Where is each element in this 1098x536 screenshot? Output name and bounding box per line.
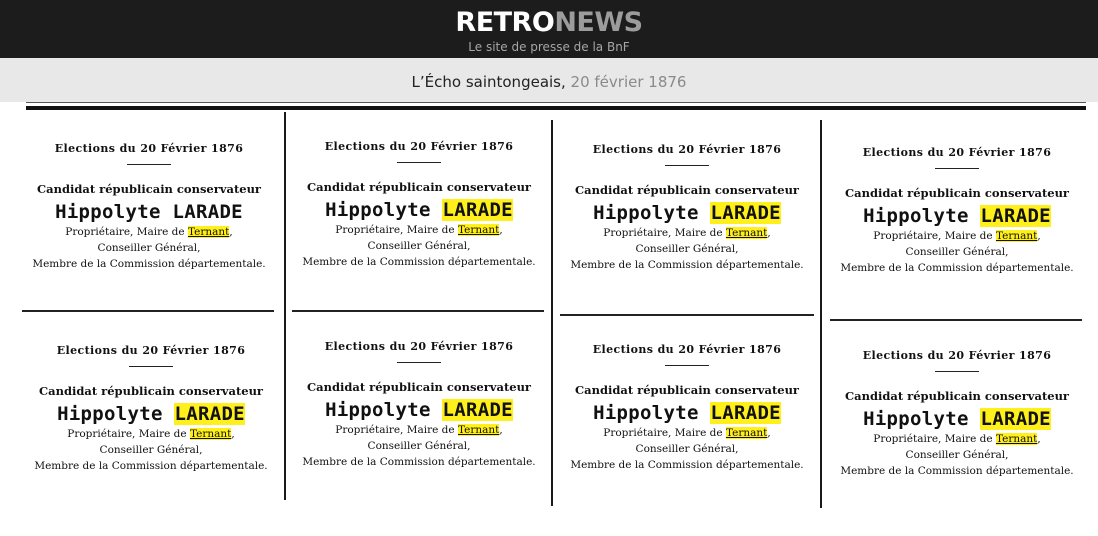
role-prefix: Propriétaire, Maire de — [873, 433, 993, 445]
ad-council: Conseiller Général, — [635, 443, 739, 455]
ad-commission: Membre de la Commission départementale. — [302, 456, 536, 468]
last-name: LARADE — [172, 201, 243, 223]
election-ad — [20, 344, 282, 474]
role-prefix: Propriétaire, Maire de — [335, 224, 455, 236]
ad-role — [826, 431, 1088, 447]
ad-candidate-label: Candidat républicain conservateur — [307, 180, 531, 194]
role-prefix: Propriétaire, Maire de — [603, 427, 723, 439]
ad-candidate-name — [288, 398, 550, 422]
newspaper-scan — [0, 102, 1098, 536]
ad-commission: Membre de la Commission départementale. — [32, 258, 266, 270]
column-divider — [820, 120, 822, 508]
ad-rule — [397, 162, 441, 163]
ad-commission: Membre de la Commission départementale. — [570, 259, 804, 271]
logo-news: NEWS — [554, 7, 643, 38]
ad-commission: Membre de la Commission départementale. — [302, 256, 536, 268]
ad-role — [288, 222, 550, 238]
ad-commission: Membre de la Commission départementale. — [570, 459, 804, 471]
top-rule-thin — [26, 102, 1086, 103]
ad-election-date: Elections du 20 Février 1876 — [592, 143, 782, 156]
ad-election-date: Elections du 20 Février 1876 — [324, 140, 514, 153]
election-ad — [288, 140, 550, 270]
role-prefix: Propriétaire, Maire de — [603, 227, 723, 239]
ad-council: Conseiller Général, — [97, 242, 201, 254]
ad-role — [20, 426, 282, 442]
ad-candidate-label: Candidat républicain conservateur — [575, 183, 799, 197]
ad-council: Conseiller Général, — [99, 444, 203, 456]
last-name-highlight: LARADE — [980, 408, 1051, 430]
ad-role — [826, 228, 1088, 244]
ad-candidate-label: Candidat républicain conservateur — [307, 380, 531, 394]
last-name-highlight: LARADE — [710, 202, 781, 224]
last-name-highlight: LARADE — [442, 399, 513, 421]
commune-highlight: Ternant — [995, 230, 1038, 242]
commune-highlight: Ternant — [189, 428, 232, 440]
ad-council: Conseiller Général, — [367, 240, 471, 252]
ad-rule — [397, 362, 441, 363]
ad-election-date: Elections du 20 Février 1876 — [862, 146, 1052, 159]
ad-candidate-name — [288, 198, 550, 222]
role-prefix: Propriétaire, Maire de — [335, 424, 455, 436]
retronews-header — [0, 0, 1098, 58]
ad-election-date: Elections du 20 Février 1876 — [862, 349, 1052, 362]
commune-highlight: Ternant — [457, 424, 500, 436]
ad-role — [556, 425, 818, 441]
ad-rule — [127, 164, 171, 165]
row-divider — [22, 310, 274, 312]
ad-council: Conseiller Général, — [905, 449, 1009, 461]
commune-highlight: Ternant — [725, 427, 768, 439]
ad-rule — [935, 371, 979, 372]
commune-highlight: Ternant — [457, 224, 500, 236]
last-name-highlight: LARADE — [442, 199, 513, 221]
first-name: Hippolyte — [593, 402, 699, 424]
publication-name: L’Écho saintongeais, — [411, 73, 566, 91]
role-prefix: Propriétaire, Maire de — [65, 226, 185, 238]
ad-election-date: Elections du 20 Février 1876 — [592, 343, 782, 356]
ad-candidate-name — [18, 200, 280, 224]
publication-title — [0, 72, 1098, 92]
row-divider — [830, 319, 1082, 321]
column-divider — [551, 120, 553, 506]
ad-role — [18, 224, 280, 240]
retronews-logo[interactable] — [0, 7, 1098, 39]
tagline: Le site de presse de la BnF — [468, 40, 630, 54]
ad-commission: Membre de la Commission départementale. — [34, 460, 268, 472]
ad-candidate-label: Candidat républicain conservateur — [845, 186, 1069, 200]
role-prefix: Propriétaire, Maire de — [67, 428, 187, 440]
commune-highlight: Ternant — [725, 227, 768, 239]
role-suffix: , — [1037, 230, 1041, 242]
first-name: Hippolyte — [325, 199, 431, 221]
election-ad — [288, 340, 550, 470]
ad-rule — [129, 366, 173, 367]
election-ad — [18, 142, 280, 272]
ad-council: Conseiller Général, — [905, 246, 1009, 258]
ad-candidate-name — [826, 407, 1088, 431]
ad-commission: Membre de la Commission départementale. — [840, 465, 1074, 477]
election-ad — [826, 146, 1088, 276]
commune-highlight: Ternant — [187, 226, 230, 238]
row-divider — [292, 310, 544, 312]
ad-council: Conseiller Général, — [635, 243, 739, 255]
ad-rule — [665, 365, 709, 366]
election-ad — [556, 343, 818, 473]
ad-candidate-name — [20, 402, 282, 426]
ad-election-date: Elections du 20 Février 1876 — [324, 340, 514, 353]
commune-highlight: Ternant — [995, 433, 1038, 445]
ad-election-date: Elections du 20 Février 1876 — [56, 344, 246, 357]
ad-council: Conseiller Général, — [367, 440, 471, 452]
role-suffix: , — [1037, 433, 1041, 445]
ad-rule — [935, 168, 979, 169]
first-name: Hippolyte — [55, 201, 161, 223]
role-suffix: , — [767, 227, 771, 239]
first-name: Hippolyte — [593, 202, 699, 224]
role-suffix: , — [229, 226, 233, 238]
first-name: Hippolyte — [57, 403, 163, 425]
top-rule — [26, 106, 1086, 110]
ad-candidate-label: Candidat républicain conservateur — [845, 389, 1069, 403]
ad-election-date: Elections du 20 Février 1876 — [54, 142, 244, 155]
role-prefix: Propriétaire, Maire de — [873, 230, 993, 242]
last-name-highlight: LARADE — [980, 205, 1051, 227]
ad-candidate-name — [826, 204, 1088, 228]
ad-role — [288, 422, 550, 438]
publication-date: 20 février 1876 — [570, 73, 687, 91]
ad-candidate-label: Candidat républicain conservateur — [575, 383, 799, 397]
first-name: Hippolyte — [863, 408, 969, 430]
ad-rule — [665, 165, 709, 166]
column-divider — [284, 112, 286, 500]
role-suffix: , — [231, 428, 235, 440]
election-ad — [826, 349, 1088, 479]
ad-candidate-label: Candidat républicain conservateur — [37, 182, 261, 196]
publication-bar — [0, 58, 1098, 102]
row-divider — [560, 314, 814, 316]
election-ad — [556, 143, 818, 273]
ad-role — [556, 225, 818, 241]
ad-commission: Membre de la Commission départementale. — [840, 262, 1074, 274]
first-name: Hippolyte — [325, 399, 431, 421]
ad-candidate-name — [556, 201, 818, 225]
ad-candidate-name — [556, 401, 818, 425]
role-suffix: , — [499, 224, 503, 236]
ad-candidate-label: Candidat républicain conservateur — [39, 384, 263, 398]
last-name-highlight: LARADE — [710, 402, 781, 424]
last-name-highlight: LARADE — [174, 403, 245, 425]
role-suffix: , — [499, 424, 503, 436]
logo-retro: RETRO — [455, 7, 555, 38]
first-name: Hippolyte — [863, 205, 969, 227]
role-suffix: , — [767, 427, 771, 439]
